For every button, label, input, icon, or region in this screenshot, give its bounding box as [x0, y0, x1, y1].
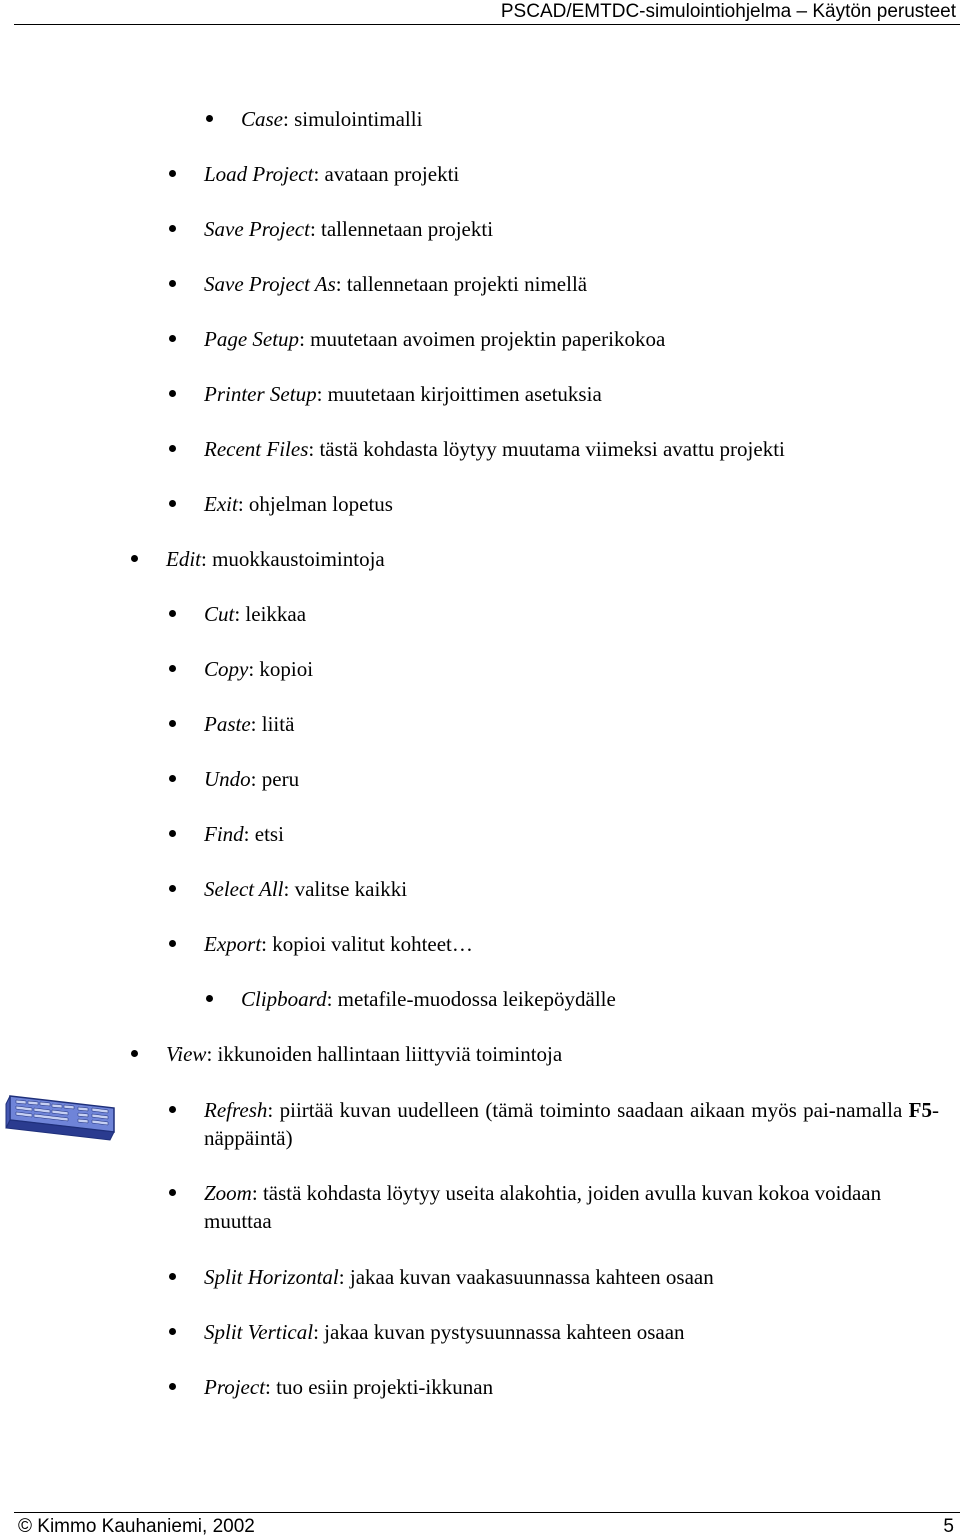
item-desc: : piirtää kuvan uudelleen (tämä toiminto saadaan aikaan myös pai-namalla — [267, 1098, 909, 1122]
item-term: Paste — [204, 712, 251, 736]
item-term: View — [166, 1042, 207, 1066]
item-term: Save Project As — [204, 272, 336, 296]
keyboard-icon — [2, 1090, 118, 1146]
bullet — [169, 1273, 176, 1280]
list-item — [204, 1096, 939, 1152]
item-desc: : avataan projekti — [313, 162, 460, 186]
list-item — [241, 105, 422, 133]
list-item — [204, 270, 587, 298]
header-rule — [14, 24, 960, 25]
item-desc: : liitä — [250, 712, 295, 736]
item-desc: : tallennetaan projekti nimellä — [335, 272, 588, 296]
bullet — [169, 445, 176, 452]
bullet — [169, 940, 176, 947]
item-desc: : tästä kohdasta löytyy muutama viimeksi avattu projekti — [308, 437, 785, 461]
item-desc: : kopioi valitut kohteet… — [261, 932, 473, 956]
list-item — [241, 985, 616, 1013]
item-term: Save Project — [204, 217, 310, 241]
item-desc: : etsi — [243, 822, 284, 846]
item-term: Copy — [204, 657, 249, 681]
list-item — [204, 710, 294, 738]
item-term: Split Vertical — [204, 1320, 314, 1344]
list-item — [204, 1373, 493, 1401]
bullet — [169, 170, 176, 177]
list-item — [204, 215, 493, 243]
list-item — [166, 1040, 562, 1068]
item-term: Recent Files — [204, 437, 309, 461]
item-desc: : jakaa kuvan pystysuunnassa kahteen osaan — [313, 1320, 685, 1344]
item-desc: : muutetaan kirjoittimen asetuksia — [316, 382, 602, 406]
item-desc: : tuo esiin projekti-ikkunan — [265, 1375, 494, 1399]
item-desc-after: -näppäintä) — [204, 1098, 939, 1150]
item-desc: : tallennetaan projekti — [309, 217, 494, 241]
bullet — [169, 775, 176, 782]
item-desc: : peru — [250, 767, 300, 791]
item-desc: : muokkaustoimintoja — [201, 547, 385, 571]
item-term: Undo — [204, 767, 251, 791]
list-item — [204, 765, 299, 793]
item-term: Printer Setup — [204, 382, 317, 406]
list-item — [204, 1263, 714, 1291]
item-term: Project — [204, 1375, 266, 1399]
item-desc: : leikkaa — [234, 602, 307, 626]
bullet — [169, 390, 176, 397]
list-item — [204, 380, 602, 408]
item-desc: : simulointimalli — [283, 107, 423, 131]
item-term: Cut — [204, 602, 235, 626]
item-desc: : ohjelman lopetus — [237, 492, 393, 516]
bullet — [169, 335, 176, 342]
list-item — [204, 1318, 685, 1346]
bullet — [169, 280, 176, 287]
list-item — [204, 160, 459, 188]
bullet — [169, 610, 176, 617]
list-item — [204, 600, 306, 628]
bullet — [169, 1189, 176, 1196]
list-item — [204, 325, 665, 353]
item-term: Split Horizontal — [204, 1265, 339, 1289]
item-term: Find — [204, 822, 244, 846]
item-term: Export — [204, 932, 262, 956]
list-item — [204, 655, 313, 683]
bullet — [206, 995, 213, 1002]
bullet — [169, 500, 176, 507]
bullet — [169, 1383, 176, 1390]
item-desc: : ikkunoiden hallintaan liittyviä toimintoja — [206, 1042, 563, 1066]
item-term: Case — [241, 107, 283, 131]
item-desc: : kopioi — [248, 657, 314, 681]
list-item — [204, 490, 393, 518]
item-desc: : tästä kohdasta löytyy useita alakohtia, joiden avulla kuvan kokoa voidaan muuttaa — [204, 1181, 882, 1233]
bullet — [169, 1106, 176, 1113]
list-item — [204, 930, 473, 958]
list-item — [204, 820, 284, 848]
item-desc: : muutetaan avoimen projektin paperikokoa — [299, 327, 666, 351]
item-term: Page Setup — [204, 327, 300, 351]
item-term: Load Project — [204, 162, 314, 186]
bullet — [169, 830, 176, 837]
item-term: Edit — [166, 547, 201, 571]
bullet — [131, 555, 138, 562]
bullet — [169, 1328, 176, 1335]
page-number: 5 — [943, 1516, 954, 1537]
bullet — [169, 720, 176, 727]
list-item — [204, 875, 407, 903]
key-name: F5 — [908, 1098, 932, 1122]
item-term: Zoom — [204, 1181, 252, 1205]
bullet — [169, 665, 176, 672]
item-desc: : metafile-muodossa leikepöydälle — [326, 987, 616, 1011]
running-header: PSCAD/EMTDC-simulointiohjelma – Käytön perusteet — [500, 1, 956, 22]
item-term: Refresh — [204, 1098, 268, 1122]
item-desc: : valitse kaikki — [283, 877, 408, 901]
item-desc: : jakaa kuvan vaakasuunnassa kahteen osaan — [338, 1265, 714, 1289]
bullet — [131, 1050, 138, 1057]
item-term: Exit — [204, 492, 238, 516]
bullet — [206, 115, 213, 122]
item-term: Select All — [204, 877, 284, 901]
list-item — [166, 545, 385, 573]
item-term: Clipboard — [241, 987, 327, 1011]
bullet — [169, 885, 176, 892]
footer-copyright: © Kimmo Kauhaniemi, 2002 — [18, 1516, 255, 1537]
list-item — [204, 1179, 939, 1235]
footer-rule — [14, 1512, 960, 1513]
list-item — [204, 435, 785, 463]
bullet — [169, 225, 176, 232]
